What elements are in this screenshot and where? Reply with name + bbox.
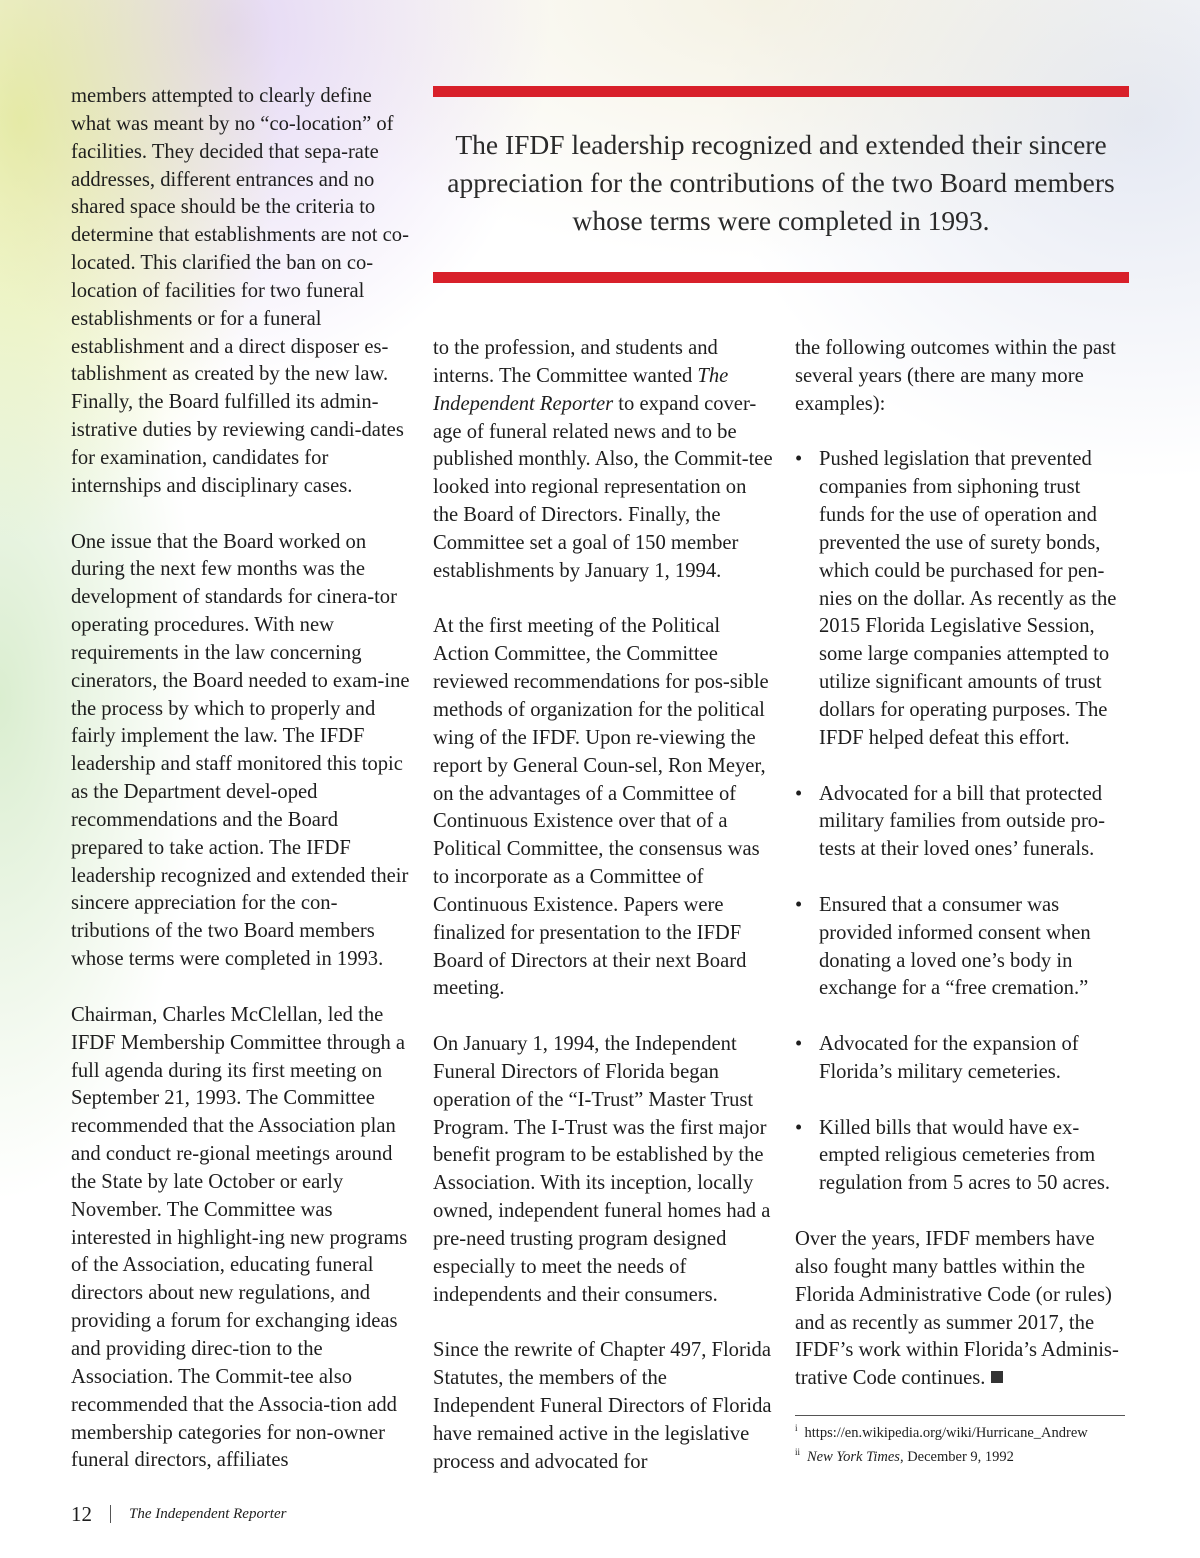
list-item-text: Killed bills that would have ex-empted religious cemeteries from regulation from 5 acres to 50 acres. bbox=[819, 1116, 1111, 1195]
pull-quote-text: The IFDF leadership recognized and extended their sincere appreciation for the contributions of the two Board members whose terms were completed in 1993. bbox=[447, 129, 1115, 236]
paragraph-text: to the profession, and students and interns. The Committee wanted bbox=[433, 337, 718, 387]
paragraph: On January 1, 1994, the Independent Funeral Directors of Florida began operation of the “I-Trust” Master Trust Program. The I-Trust was the first major benefit program to be established by the Association. With its inception, locally owned, independent funeral homes had a pre-need trusting program designed especially to meet the needs of independents and their consumers. bbox=[433, 1033, 771, 1306]
paragraph-text: to expand cover-age of funeral related news and to be published monthly. Also, the Commit-tee looked into regional representation on the Board of Directors. Finally, the Committee set a goal of 150 member establishments by January 1, 1994. bbox=[433, 392, 773, 582]
page-number: 12 bbox=[71, 1501, 92, 1526]
paragraph: Chairman, Charles McClellan, led the IFDF Membership Committee through a full agenda during its first meeting on September 21, 1993. The Committee recommended that the Association plan and conduct re-gional meetings around the State by late October or early November. The Committee was interested in highlight-ing new programs of the Association, educating funeral directors about new regulations, and providing a forum for exchanging ideas and providing direc-tion to the Association. The Commit-tee also recommended that the Associa-tion add membership categories for non-owner funeral directors, affiliates bbox=[71, 1003, 408, 1472]
footer-divider bbox=[110, 1505, 111, 1523]
bullet-icon: • bbox=[795, 1033, 803, 1056]
footnote-link[interactable]: https://en.wikipedia.org/wiki/Hurricane_Andrew bbox=[804, 1424, 1088, 1441]
list-item bbox=[795, 1031, 1130, 1087]
bullet-icon: • bbox=[795, 782, 803, 805]
middle-column bbox=[433, 335, 773, 1477]
paragraph: members attempted to clearly define what was meant by no “co-location” of facilities. They decided that sepa-rate addresses, different entrances and no shared space should be the criteria to determine that establishments are not co-located. This clarified the ban on co-location of facilities for two funeral establishments or for a funeral establishment and a direct disposer es-tablishment as created by the new law. Finally, the Board fulfilled its admin-istrative duties by reviewing candi-dates for examination, candidates for internships and disciplinary cases. bbox=[71, 85, 409, 497]
footnote bbox=[795, 1443, 1125, 1467]
paragraph bbox=[795, 1226, 1130, 1393]
list-item-text: Pushed legislation that prevented companies from siphoning trust funds for the use of operation and prevented the use of surety bonds, which could be purchased for pen-nies on the dollar. As recently as the 2015 Florida Legislative Session, some large companies attempted to utilize significant amounts of trust dollars for operating purposes. The IFDF helped defeat this effort. bbox=[819, 448, 1117, 749]
list-item bbox=[795, 446, 1130, 752]
paragraph: Since the rewrite of Chapter 497, Florida Statutes, the members of the Independent Funeral Directors of Florida have remained active in the legislative process and advocated for bbox=[433, 1339, 772, 1473]
closing-text: Over the years, IFDF members have also fought many battles within the Florida Administrative Code (or rules) and as recently as summer 2017, the IFDF’s work within Florida’s Adminis-trative Code continues. bbox=[795, 1228, 1119, 1390]
paragraph: At the first meeting of the Political Action Committee, the Committee reviewed recommendations for pos-sible methods of organization for the political wing of the IFDF. Upon re-viewing the report by General Coun-sel, Ron Meyer, on the advantages of a Committee of Continuous Existence over that of a Political Committee, the consensus was to incorporate as a Committee of Continuous Existence. Papers were finalized for presentation to the IFDF Board of Directors at their next Board meeting. bbox=[433, 615, 769, 1000]
list-item bbox=[795, 1115, 1130, 1199]
footnotes bbox=[795, 1415, 1125, 1467]
right-column bbox=[795, 335, 1130, 1393]
paragraph bbox=[433, 335, 773, 586]
outcomes-list bbox=[795, 446, 1130, 1198]
footnote-text: , December 9, 1992 bbox=[899, 1448, 1014, 1465]
paragraph: One issue that the Board worked on during the next few months was the development of standards for cinera-tor operating procedures. With new requirements in the law concerning cinerators, the Board needed to exam-ine the process by which to properly and fairly implement the law. The IFDF leadership and staff monitored this topic as the Department devel-oped recommendations and the Board prepared to take action. The IFDF leadership recognized and extended their sincere appreciation for the con-tributions of the two Board members whose terms were completed in 1993. bbox=[71, 530, 410, 971]
end-mark-icon bbox=[991, 1371, 1003, 1383]
bullet-icon: • bbox=[795, 448, 803, 471]
footnote bbox=[795, 1419, 1125, 1443]
pull-quote-bottom-rule bbox=[433, 272, 1129, 283]
bullet-icon: • bbox=[795, 893, 803, 916]
pull-quote-top-rule bbox=[433, 86, 1129, 97]
footnote-marker: i bbox=[795, 1423, 798, 1433]
bullet-icon: • bbox=[795, 1116, 803, 1139]
paragraph: the following outcomes within the past several years (there are many more examples): bbox=[795, 337, 1116, 415]
list-item-text: Ensured that a consumer was provided informed consent when donating a loved one’s body in exchange for a “free cremation.” bbox=[819, 893, 1091, 1000]
page-footer bbox=[71, 1500, 286, 1528]
pull-quote bbox=[433, 86, 1129, 283]
footnote-source-italic: New York Times bbox=[807, 1448, 900, 1465]
left-column bbox=[71, 83, 411, 1475]
footnote-marker: ii bbox=[795, 1446, 801, 1457]
list-item-text: Advocated for the expansion of Florida’s military cemeteries. bbox=[819, 1033, 1079, 1083]
publication-title-italic: The Independent Reporter bbox=[433, 364, 729, 415]
list-item bbox=[795, 781, 1130, 865]
publication-name: The Independent Reporter bbox=[129, 1505, 287, 1522]
list-item bbox=[795, 892, 1130, 1003]
list-item-text: Advocated for a bill that protected military families from outside pro-tests at their loved ones’ funerals. bbox=[819, 782, 1105, 861]
